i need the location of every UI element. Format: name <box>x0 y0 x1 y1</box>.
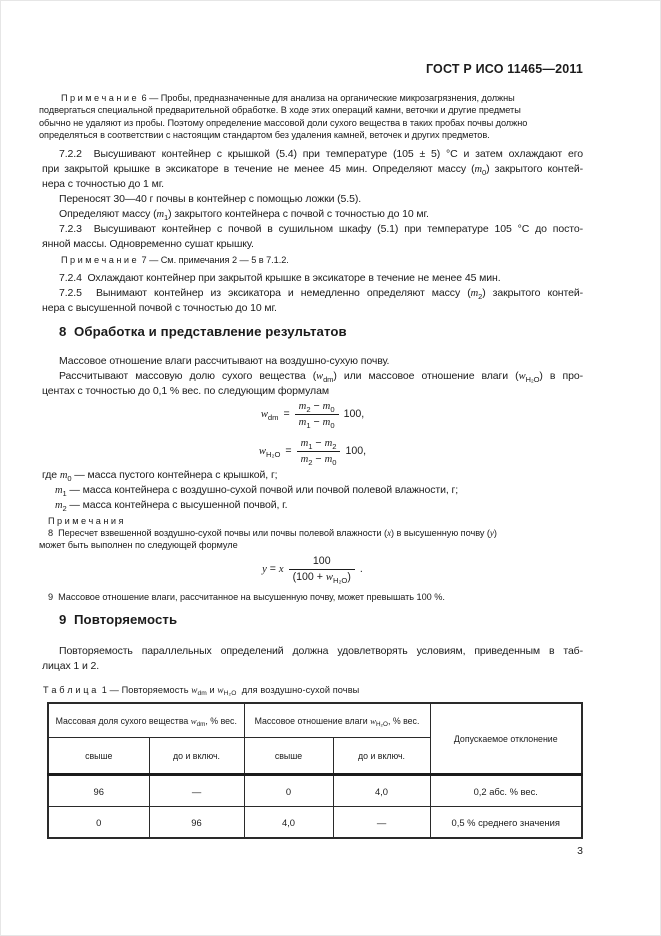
section-heading-8: 8 Обработка и представление результатов <box>59 324 347 339</box>
note-6 <box>39 92 584 142</box>
paragraph-mass-m1 <box>42 207 583 222</box>
text-line: Рассчитывают массовую долю сухого вещества $(w_{dm})$ или массовое отношение влаги $(w_{H_2O})$ в про- <box>59 370 583 384</box>
equals-sign: = <box>285 445 292 457</box>
text-line: центах с точностью до 0,1 % вес. по следующим формулам <box>42 385 329 398</box>
table-subheader: свыше <box>244 738 333 775</box>
text-line: $m_2$ — масса контейнера с высушенной почвой, г. <box>55 499 288 514</box>
fraction-numerator: $m_1 - m_2$ <box>297 437 341 452</box>
text-line: П р и м е ч а н и е 7 — См. примечания 2 — 5 в 7.1.2. <box>61 255 289 265</box>
table-subheader: до и включ. <box>333 738 430 775</box>
text-line: 7.2.4 Охлаждают контейнер при закрытой крышке в эксикаторе в течение не менее 45 мин. <box>59 272 501 284</box>
text-line: 7.2.5 Вынимают контейнер из эксикатора и немедленно определяют массу $(m_2)$ закрытого контей- <box>59 287 584 301</box>
text-line: подвергаться специальной предварительной обработке. В ходе этих операций камни, веточки и другие предметы <box>39 105 521 116</box>
text-line: обычно не удаляют из пробы. Поэтому определение массовой доли сухого вещества в таких пробах почвы должно <box>39 117 528 128</box>
paragraph-7-2-5 <box>42 286 583 316</box>
table-cell: 96 <box>48 775 149 807</box>
text-line: нера с высушенной почвой с точностью до 10 мг. <box>42 302 277 315</box>
fraction-numerator: $m_2 - m_0$ <box>295 400 339 415</box>
table-cell: 4,0 <box>333 775 430 807</box>
formula-wdm <box>42 400 583 428</box>
formula-lhs: $w_{dm}$ <box>260 409 279 422</box>
table-cell: — <box>149 775 244 807</box>
equals-sign: = <box>283 408 290 420</box>
text-line: лицах 1 и 2. <box>42 660 100 673</box>
text-line: нера с точностью до 1 мг. <box>42 178 164 191</box>
table-header-row-groups <box>48 703 582 738</box>
document-code: ГОСТ Р ИСО 11465—2011 <box>425 62 583 76</box>
fraction <box>297 437 341 465</box>
paragraph-moisture-ratio <box>42 354 583 369</box>
text-line: при закрытой крышке в эксикаторе в течение не менее 45 мин. Определяют массу $(m_0)$ закрытого контей- <box>42 163 584 177</box>
table-cell: 96 <box>149 807 244 839</box>
formula-factor: 100, <box>343 408 365 420</box>
paragraph-7-2-4 <box>42 271 583 286</box>
notes-title <box>39 515 584 527</box>
table-subheader: свыше <box>48 738 149 775</box>
fraction-denominator: $(100 + w_{H_2O})$ <box>292 571 351 585</box>
text-line: янной массы. Одновременно сушат крышку. <box>42 238 254 251</box>
table-cell: — <box>333 807 430 839</box>
note-8 <box>39 527 584 552</box>
paragraph-calculation <box>42 369 583 399</box>
table-row <box>48 807 582 839</box>
text-line: Переносят 30—40 г почвы в контейнер с помощью ложки (5.5). <box>59 193 362 205</box>
table-header-dm: Массовая доля сухого вещества $w_{dm}$, % вес. <box>48 703 244 738</box>
text-line: может быть выполнен по следующей формуле <box>39 540 238 551</box>
table-1-caption: Т а б л и ц а 1 — Повторяемость $w_{dm}$ и $w_{H_2O}$ для воздушно-сухой почвы <box>43 685 360 698</box>
page-number: 3 <box>577 845 583 857</box>
formula-wh2o <box>42 437 583 465</box>
fraction-denominator: $m_1 - m_0$ <box>298 416 335 430</box>
table-header-deviation: Допускаемое отклонение <box>430 703 582 775</box>
table-cell: 0 <box>48 807 149 839</box>
text-line: определяться в соответствии с настоящим стандартом без удаления камней, веточек и других предметов. <box>39 130 490 141</box>
text-line: 9 Массовое отношение влаги, рассчитанное на высушенную почву, может превышать 100 %. <box>48 592 445 602</box>
formula-lhs: y = x <box>262 563 284 575</box>
text-line: $m_1$ — масса контейнера с воздушно-сухой почвой или почвой полевой влажности, г; <box>55 484 459 498</box>
note-9 <box>39 591 584 603</box>
text-line: Повторяемость параллельных определений должна удовлетворять условиям, приведенным в таб- <box>59 645 583 657</box>
formula-factor: 100, <box>345 445 367 457</box>
text-line: 7.2.3 Высушивают контейнер с почвой в сушильном шкафу (5.1) при температуре 105 °С до посто- <box>59 223 583 235</box>
text-line: Определяют массу $(m_1)$ закрытого контейнера с почвой с точностью до 10 мг. <box>59 208 429 222</box>
fraction-numerator: 100 <box>289 555 355 570</box>
table-cell: 0,2 абс. % вес. <box>430 775 582 807</box>
table-header-h2o: Массовое отношение влаги $w_{H_2O}$, % вес. <box>244 703 430 738</box>
paragraph-repeatability <box>42 644 583 674</box>
text-line: где $m_0$ — масса пустого контейнера с крышкой, г; <box>42 469 278 483</box>
fraction-denominator: $m_2 - m_0$ <box>300 453 337 467</box>
paragraph-7-2-2 <box>42 147 583 193</box>
text-line: 8 Пересчет взвешенной воздушно-сухой почвы или почвы полевой влажности (x) в высушенную почву (y) <box>48 528 497 538</box>
table-cell: 4,0 <box>244 807 333 839</box>
symbol-definitions <box>42 468 583 514</box>
fraction <box>295 400 339 428</box>
text-line: П р и м е ч а н и е 6 — Пробы, предназначенные для анализа на органические микрозагрязнения, должны <box>61 93 515 103</box>
paragraph-7-2-3 <box>42 222 583 252</box>
formula-tail: . <box>359 563 363 575</box>
paragraph-transfer <box>42 192 583 207</box>
repeatability-table <box>47 702 583 839</box>
table-cell: 0 <box>244 775 333 807</box>
text-line: П р и м е ч а н и я <box>48 516 124 526</box>
fraction <box>289 555 355 583</box>
section-heading-9: 9 Повторяемость <box>59 612 178 627</box>
text-line: 7.2.2 Высушивают контейнер с крышкой (5.4) при температуре (105 ± 5) °С и затем охлаждают его <box>59 148 583 160</box>
table-cell: 0,5 % среднего значения <box>430 807 582 839</box>
formula-conversion <box>42 555 583 583</box>
note-7 <box>39 254 584 266</box>
text-line: Массовое отношение влаги рассчитывают на воздушно-сухую почву. <box>59 355 390 367</box>
formula-lhs: $w_{H_2O}$ <box>258 446 281 459</box>
table-row <box>48 775 582 807</box>
table-subheader: до и включ. <box>149 738 244 775</box>
